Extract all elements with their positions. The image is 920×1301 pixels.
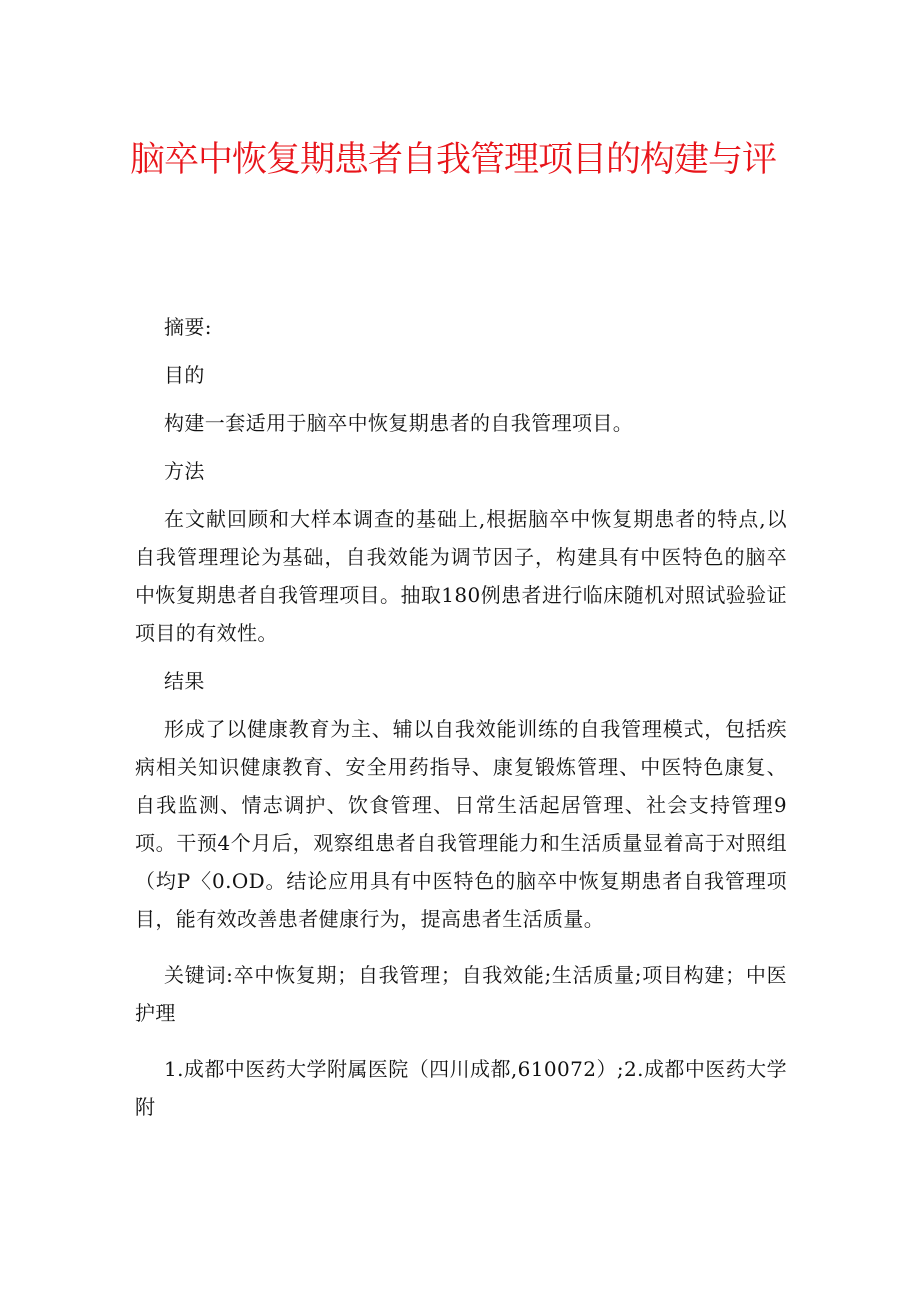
objective-text: 构建一套适用于脑卒中恢复期患者的自我管理项目。	[164, 411, 634, 435]
method-label: 方法	[164, 459, 205, 483]
abstract-label: 摘要:	[164, 315, 212, 339]
objective-label: 目的	[164, 363, 205, 387]
keywords-text: 关键词:卒中恢复期；自我管理；自我效能;生活质量;项目构建；中医护理	[135, 963, 787, 1025]
document-body	[135, 308, 787, 1126]
affiliation-text: 1.成都中医药大学附属医院（四川成都,610072）;2.成都中医药大学附	[135, 1057, 787, 1119]
result-label: 结果	[164, 669, 205, 693]
document-title: 脑卒中恢复期患者自我管理项目的构建与评	[130, 140, 777, 180]
method-text: 在文献回顾和大样本调查的基础上,根据脑卒中恢复期患者的特点,以自我管理理论为基础，自我效能为调节因子，构建具有中医特色的脑卒中恢复期患者自我管理项目。抽取180例患者进行临床随机对照试验验证项目的有效性。	[135, 507, 787, 645]
result-text: 形成了以健康教育为主、辅以自我效能训练的自我管理模式，包括疾病相关知识健康教育、安全用药指导、康复锻炼管理、中医特色康复、自我监测、情志调护、饮食管理、日常生活起居管理、社会支持管理9项。干预4个月后，观察组患者自我管理能力和生活质量显着高于对照组（均P〈0.OD。结论应用具有中医特色的脑卒中恢复期患者自我管理项目，能有效改善患者健康行为，提高患者生活质量。	[135, 717, 787, 931]
